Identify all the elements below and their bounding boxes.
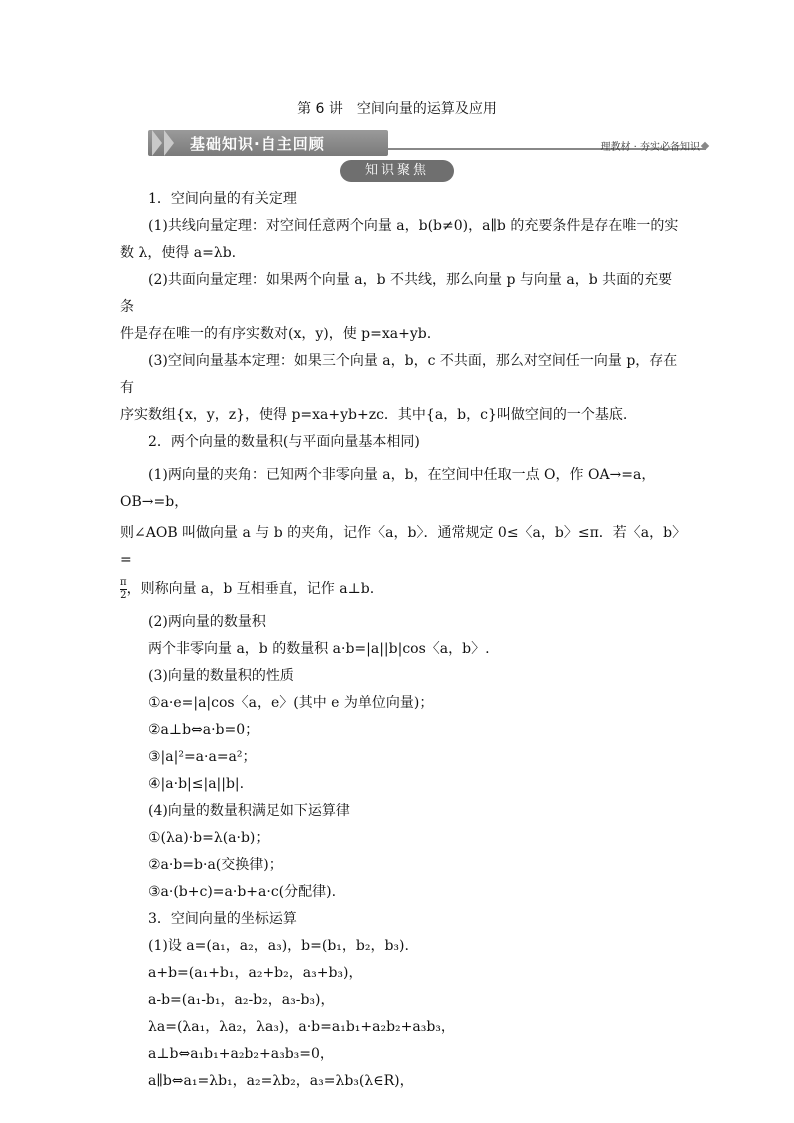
chevron-right-icon xyxy=(164,130,174,156)
section-banner xyxy=(148,126,708,158)
paragraph: 数 λ，使得 a=λb. xyxy=(120,245,237,261)
paragraph: (1)设 a=(a₁，a₂，a₃)，b=(b₁，b₂，b₃). xyxy=(148,938,409,954)
paragraph: (2)共面向量定理：如果两个向量 a，b 不共线，那么向量 p 与向量 a，b 共面的充要条 xyxy=(120,272,673,315)
list-item: ①a·e=|a|cos〈a，e〉(其中 e 为单位向量)； xyxy=(148,695,434,711)
chevron-right-icon xyxy=(152,130,162,156)
paragraph: (4)向量的数量积满足如下运算律 xyxy=(148,803,350,819)
fraction xyxy=(120,577,127,602)
paragraph: 两个非零向量 a，b 的数量积 a·b=|a||b|cos〈a，b〉. xyxy=(148,641,490,657)
paragraph: (1)两向量的夹角：已知两个非零向量 a，b，在空间中任取一点 O，作 OA→=a，OB→=b， xyxy=(120,467,656,510)
fraction-numerator: π xyxy=(120,576,127,588)
section-1-title: 1．空间向量的有关定理 xyxy=(148,191,297,207)
banner-left-label: 基础知识·自主回顾 xyxy=(190,135,325,153)
banner-main-box xyxy=(148,130,388,156)
formula-line: a∥b⇔a₁=λb₁，a₂=λb₂，a₃=λb₃(λ∈R)， xyxy=(148,1073,414,1089)
main-content xyxy=(120,186,680,1095)
list-item: ③|a|²=a·a=a²； xyxy=(148,749,257,765)
list-item: ②a·b=b·a(交换律)； xyxy=(148,857,283,873)
fraction-denominator: 2 xyxy=(120,589,127,601)
paragraph xyxy=(120,576,680,603)
formula-line: a+b=(a₁+b₁，a₂+b₂，a₃+b₃)， xyxy=(148,965,363,981)
formula-line: λa=(λa₁，λa₂，λa₃)，a·b=a₁b₁+a₂b₂+a₃b₃， xyxy=(148,1019,455,1035)
paragraph: 则∠AOB 叫做向量 a 与 b 的夹角，记作〈a，b〉．通常规定 0≤〈a，b〉≤π．若〈a，b〉= xyxy=(120,525,680,568)
sub-banner-label: 知识聚焦 xyxy=(340,160,454,182)
formula-line: a-b=(a₁-b₁，a₂-b₂，a₃-b₃)， xyxy=(148,992,335,1008)
list-item: ②a⊥b⇔a·b=0； xyxy=(148,722,260,738)
section-2-title: 2．两个向量的数量积(与平面向量基本相同) xyxy=(148,434,420,450)
page-title: 第 6 讲 空间向量的运算及应用 xyxy=(297,101,497,117)
list-item: ④|a·b|≤|a||b|. xyxy=(148,776,245,792)
paragraph: (2)两向量的数量积 xyxy=(148,614,266,630)
paragraph: 序实数组{x，y，z}，使得 p=xa+yb+zc．其中{a，b，c}叫做空间的一个基底. xyxy=(120,407,628,423)
paragraph: 件是存在唯一的有序实数对(x，y)，使 p=xa+yb. xyxy=(120,326,432,342)
paragraph: (1)共线向量定理：对空间任意两个向量 a，b(b≠0)，a∥b 的充要条件是存在唯一的实 xyxy=(148,218,679,234)
paragraph: (3)空间向量基本定理：如果三个向量 a，b，c 不共面，那么对空间任一向量 p，存在有 xyxy=(120,353,678,396)
formula-line: a⊥b⇔a₁b₁+a₂b₂+a₃b₃=0， xyxy=(148,1046,334,1062)
paragraph: (3)向量的数量积的性质 xyxy=(148,668,294,684)
list-item: ③a·(b+c)=a·b+a·c(分配律). xyxy=(148,884,337,900)
section-3-title: 3．空间向量的坐标运算 xyxy=(148,911,297,927)
banner-right-label: 理教材 · 夯实必备知识 xyxy=(600,142,700,153)
paragraph-text: ，则称向量 a，b 互相垂直，记作 a⊥b. xyxy=(126,581,375,597)
list-item: ①(λa)·b=λ(a·b)； xyxy=(148,830,270,846)
